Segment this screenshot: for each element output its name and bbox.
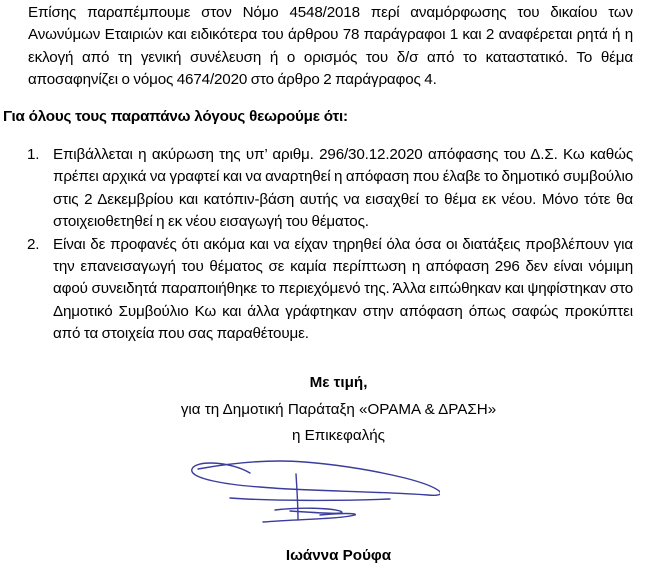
intro-paragraph: Επίσης παραπέμπουμε στον Νόμο 4548/2018 περί αναμόρφωσης του δικαίου των Ανωνύμων Εταιριών και ειδικότερα του άρθρου 78 παράγραφοι 1 και 2 αναφέρεται ρητά ή η εκλογή από τη γενική συνέλευση ή ο ορισμός του δ/σ από το καταστατικό. Το θέμα αποσαφηνίζει ο νόμος 4674/2020 στο άρθρο 2 παράγραφος 4. bbox=[28, 4, 633, 89]
role-line: η Επικεφαλής bbox=[291, 427, 385, 444]
signatory-name: Ιωάννα Ρούφα bbox=[285, 547, 392, 564]
list-item-number: 1. bbox=[27, 146, 40, 163]
list-item bbox=[27, 234, 633, 346]
salutation: Με τιμή, bbox=[309, 374, 368, 391]
on-behalf-line: για τη Δημοτική Παράταξη «ΟΡΑΜΑ & ΔΡΑΣΗ» bbox=[180, 401, 497, 418]
list-item bbox=[27, 144, 633, 234]
conclusions-list bbox=[27, 144, 633, 346]
conclusion-heading: Για όλους τους παραπάνω λόγους θεωρούμε ότι: bbox=[3, 108, 348, 125]
list-item-text: Επιβάλλεται η ακύρωση της υπ’ αριθμ. 296/30.12.2020 απόφασης του Δ.Σ. Κω καθώς πρέπει αρχικά να γραφτεί και να αναρτηθεί η απόφαση που έλαβε το δημοτικό συμβούλιο στις 2 Δεκεμβρίου και κατόπιν-βάση αυτής να εισαχθεί το θέμα εκ νέου. Μόνο τότε θα στοιχειοθετηθεί η εκ νέου εισαγωγή του θέματος. bbox=[53, 146, 633, 231]
signature-image bbox=[190, 455, 440, 535]
list-item-text: Είναι δε προφανές ότι ακόμα και να είχαν τηρηθεί όλα όσα οι διατάξεις προβλέπουν για την επανεισαγωγή του θέματος σε καμία περίπτωση η απόφαση 296 δεν είναι νόμιμη αφού συνειδητά παραποιήθηκε το περιεχόμενό της. Άλλα ειπώθηκαν και ψηφίστηκαν στο Δημοτικό Συμβούλιο Κω και άλλα γράφτηκαν στην απόφαση όπως σαφώς προκύπτει από τα στοιχεία που σας παραθέτουμε. bbox=[53, 235, 633, 343]
list-item-number: 2. bbox=[27, 235, 40, 253]
